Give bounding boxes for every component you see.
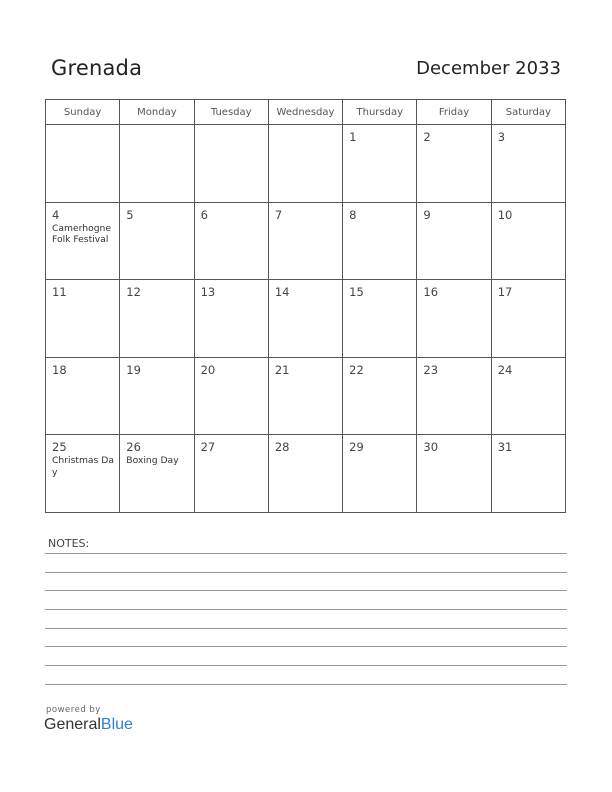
note-line (45, 609, 567, 610)
country-title: Grenada (51, 56, 143, 80)
day-cell (268, 280, 342, 358)
day-number: 21 (274, 362, 290, 377)
day-cell (343, 280, 417, 358)
brand-general-text: General (44, 716, 101, 733)
day-cell (491, 125, 565, 203)
day-number: 14 (274, 285, 290, 300)
week-row (46, 202, 566, 280)
holiday-label: Camerhogne Folk Festival (52, 222, 112, 246)
note-line (45, 572, 567, 573)
week-row (46, 280, 566, 358)
weekday-header: Sunday (46, 100, 120, 125)
day-number: 19 (126, 362, 141, 377)
generalblue-logo (44, 716, 133, 734)
day-cell (417, 125, 491, 203)
day-number: 16 (423, 285, 439, 300)
day-cell (194, 357, 268, 435)
day-cell (268, 435, 342, 513)
day-number: 7 (274, 207, 283, 222)
day-number: 22 (349, 362, 364, 377)
day-cell (343, 125, 417, 203)
day-cell (417, 435, 491, 513)
day-cell (194, 202, 268, 280)
day-cell (491, 435, 565, 513)
day-number: 25 (52, 440, 67, 455)
weekday-header: Wednesday (268, 100, 342, 125)
day-cell (120, 357, 194, 435)
day-cell (194, 435, 268, 513)
day-cell (417, 280, 491, 358)
day-number: 28 (274, 440, 290, 455)
month-year-title: December 2033 (416, 58, 561, 79)
note-line (45, 684, 567, 685)
holiday-label: Christmas Day (52, 455, 114, 478)
weekday-header-row (46, 100, 566, 125)
holiday-label: Boxing Day (126, 455, 179, 467)
day-cell (343, 357, 417, 435)
powered-by-text: powered by (46, 705, 101, 715)
day-number: 4 (52, 207, 60, 222)
day-number: 31 (497, 440, 513, 455)
day-number: 13 (200, 285, 216, 300)
day-number: 5 (126, 207, 134, 222)
day-cell (268, 357, 342, 435)
day-cell (343, 435, 417, 513)
day-cell (417, 202, 491, 280)
day-number: 17 (497, 285, 513, 300)
note-line (45, 553, 567, 554)
weekday-header: Tuesday (194, 100, 268, 125)
day-number: 2 (423, 130, 431, 144)
day-cell (46, 435, 120, 513)
day-number: 8 (349, 207, 357, 222)
day-number: 20 (200, 362, 216, 377)
day-cell (491, 280, 565, 358)
day-number: 27 (200, 440, 216, 455)
note-line (45, 665, 567, 666)
day-number: 15 (349, 285, 364, 300)
day-cell (343, 202, 417, 280)
day-cell (120, 125, 194, 203)
day-cell (194, 125, 268, 203)
week-row (46, 357, 566, 435)
day-cell (491, 202, 565, 280)
day-number: 9 (423, 207, 431, 222)
brand-blue-text: Blue (100, 716, 133, 733)
day-number: 3 (497, 130, 506, 144)
day-number: 10 (497, 207, 513, 222)
day-cell (120, 435, 194, 513)
day-number: 24 (497, 362, 513, 377)
day-number: 6 (200, 207, 208, 222)
day-number: 12 (126, 285, 141, 300)
note-line (45, 590, 567, 591)
day-number: 23 (423, 362, 439, 377)
day-cell (268, 202, 342, 280)
day-cell (417, 357, 491, 435)
calendar-grid (45, 99, 566, 513)
note-line (45, 646, 567, 647)
notes-label: NOTES: (48, 537, 90, 550)
day-cell (120, 202, 194, 280)
day-cell (46, 125, 120, 203)
weekday-header: Thursday (343, 100, 417, 125)
day-cell (46, 202, 120, 280)
note-line (45, 628, 567, 629)
day-number: 18 (52, 362, 67, 377)
day-number: 29 (349, 440, 364, 455)
day-number: 11 (52, 285, 67, 300)
day-cell (46, 357, 120, 435)
day-cell (268, 125, 342, 203)
weekday-header: Monday (120, 100, 194, 125)
day-number: 26 (126, 440, 141, 455)
week-row (46, 435, 566, 513)
day-cell (491, 357, 565, 435)
weekday-header: Friday (417, 100, 491, 125)
day-cell (120, 280, 194, 358)
weekday-header: Saturday (491, 100, 565, 125)
day-cell (46, 280, 120, 358)
day-number: 30 (423, 440, 439, 455)
day-cell (194, 280, 268, 358)
week-row (46, 125, 566, 203)
day-number: 1 (349, 130, 357, 144)
